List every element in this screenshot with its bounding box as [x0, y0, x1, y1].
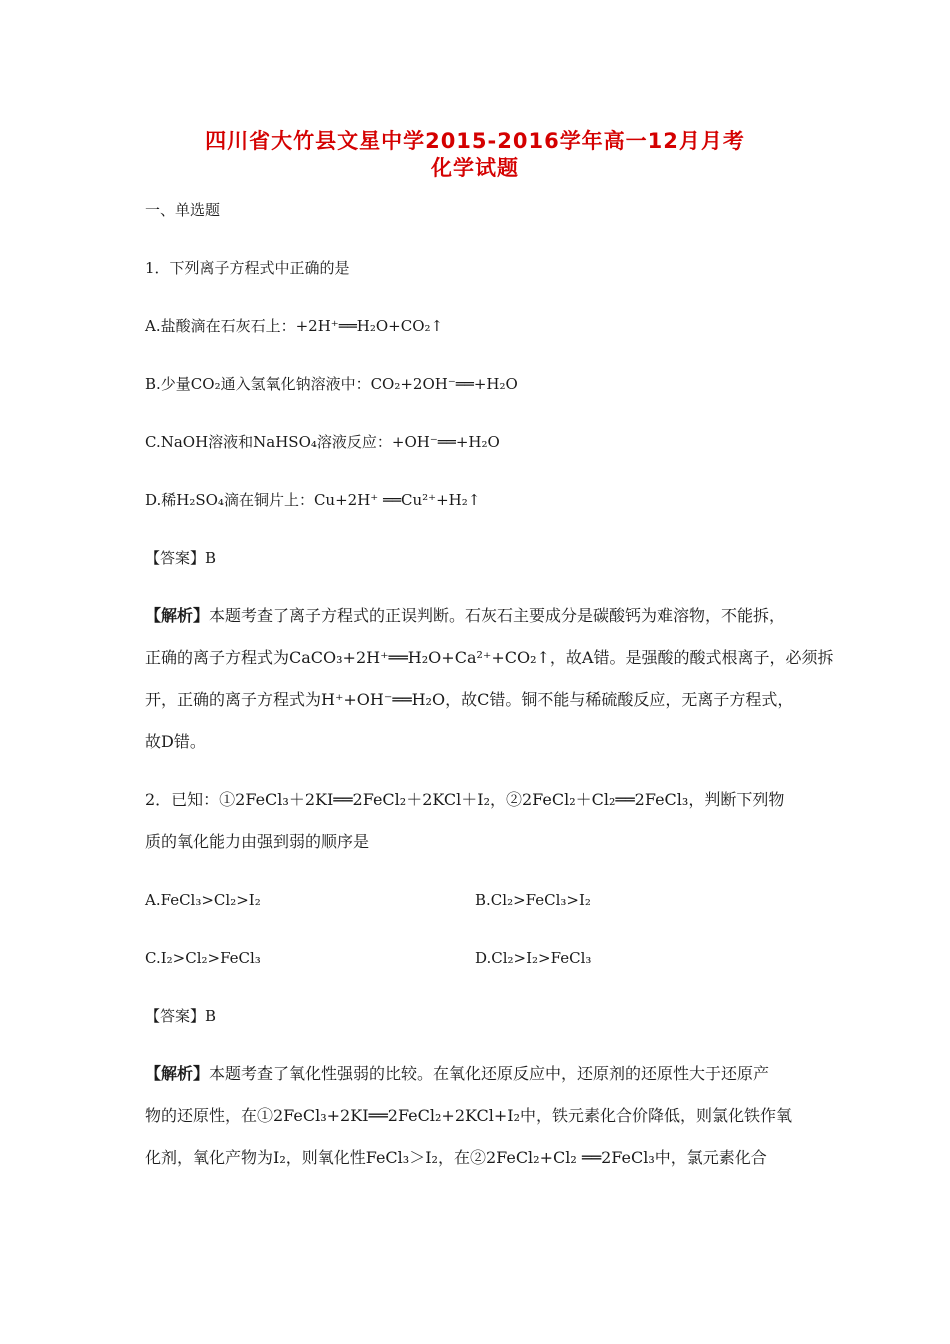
analysis-text: 本题考查了氧化性强弱的比较。在氧化还原反应中，还原剂的还原性大于还原产 — [209, 1064, 770, 1083]
analysis-text: 本题考查了离子方程式的正误判断。石灰石主要成分是碳酸钙为难溶物，不能拆， — [209, 606, 786, 625]
q1-analysis-line-1 — [145, 606, 785, 626]
q1-analysis-line-3: 开，正确的离子方程式为H⁺+OH⁻══H₂O，故C错。铜不能与稀硫酸反应，无离子方程式， — [145, 690, 794, 709]
q1-option-a: A.盐酸滴在石灰石上：+2H⁺══H₂O+CO₂↑ — [145, 317, 444, 335]
analysis-label: 【解析】 — [145, 606, 210, 625]
answer-label: 【答案】 — [145, 549, 206, 567]
answer-value: B — [205, 549, 217, 567]
q1-option-c: C.NaOH溶液和NaHSO₄溶液反应：+OH⁻══+H₂O — [145, 433, 500, 451]
q2-analysis-line-1 — [145, 1064, 769, 1084]
q1-analysis-line-2: 正确的离子方程式为CaCO₃+2H⁺══H₂O+Ca²⁺+CO₂↑，故A错。是强酸的酸式根离子，必须拆 — [145, 648, 834, 667]
q2-analysis-line-2: 物的还原性，在①2FeCl₃+2KI══2FeCl₂+2KCl+I₂中，铁元素化合价降低，则氯化铁作氧 — [145, 1106, 793, 1125]
answer-value: B — [205, 1007, 217, 1025]
q2-stem-line-1: 2．已知：①2FeCl₃＋2KI══2FeCl₂＋2KCl＋I₂，②2FeCl₂＋Cl₂══2FeCl₃，判断下列物 — [145, 790, 785, 809]
answer-label: 【答案】 — [145, 1007, 206, 1025]
title-line-2: 化学试题 — [431, 156, 519, 180]
q1-analysis-line-4: 故D错。 — [145, 732, 206, 751]
q2-option-c: C.I₂>Cl₂>FeCl₃ — [145, 949, 261, 967]
analysis-label: 【解析】 — [145, 1064, 210, 1083]
q2-analysis-line-3: 化剂，氧化产物为I₂，则氧化性FeCl₃＞I₂，在②2FeCl₂+Cl₂ ══2FeCl₃中，氯元素化合 — [145, 1148, 767, 1167]
q2-option-d: D.Cl₂>I₂>FeCl₃ — [475, 949, 592, 967]
title-line-1: 四川省大竹县文星中学2015-2016学年高一12月月考 — [205, 129, 745, 153]
q1-stem: 1．下列离子方程式中正确的是 — [145, 259, 350, 277]
q2-answer — [145, 1006, 216, 1026]
q1-answer — [145, 548, 216, 568]
q2-stem-line-2: 质的氧化能力由强到弱的顺序是 — [145, 832, 370, 851]
q2-option-b: B.Cl₂>FeCl₃>I₂ — [475, 891, 591, 909]
section-heading: 一、单选题 — [145, 201, 221, 219]
q2-option-a: A.FeCl₃>Cl₂>I₂ — [145, 891, 261, 909]
q1-option-d: D.稀H₂SO₄滴在铜片上：Cu+2H⁺ ══Cu²⁺+H₂↑ — [145, 491, 481, 509]
q1-option-b: B.少量CO₂通入氢氧化钠溶液中：CO₂+2OH⁻══+H₂O — [145, 375, 518, 393]
